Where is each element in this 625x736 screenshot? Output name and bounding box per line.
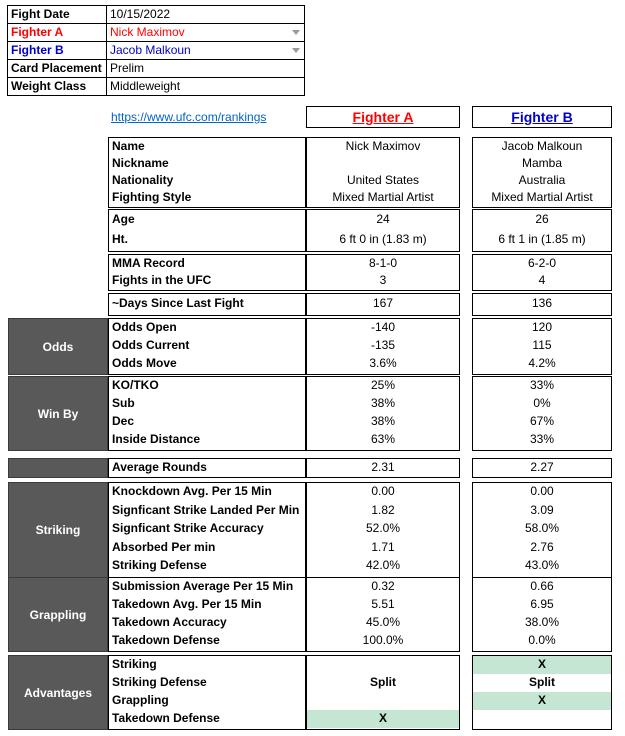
odds-fighter-b-value: 4.2% xyxy=(528,356,556,370)
profile-fighter-b-value: Mamba xyxy=(521,156,562,170)
rounds-label: Average Rounds xyxy=(112,460,207,474)
winby-section-header: Win By xyxy=(8,376,108,451)
striking-fighter-b-value: 2.76 xyxy=(530,539,554,554)
grappling-fighter-a-value: 45.0% xyxy=(365,615,401,629)
profile-fighter-b-value: Jacob Malkoun xyxy=(501,139,583,153)
winby-fighter-a-value: 38% xyxy=(370,414,396,428)
winby-label: Sub xyxy=(112,396,135,410)
profile-fighter-a-value: Mixed Martial Artist xyxy=(332,190,434,204)
profile-fighter-b-value: Mixed Martial Artist xyxy=(491,190,593,204)
rounds-fighter-a-value: 2.31 xyxy=(371,460,395,474)
record-fighter-a-value: 8-1-0 xyxy=(368,256,397,270)
days-label: ~Days Since Last Fight xyxy=(112,296,244,310)
striking-section-header: Striking xyxy=(8,482,108,578)
advantages-label: Grappling xyxy=(112,693,169,707)
winby-label: KO/TKO xyxy=(112,378,159,392)
grappling-fighter-b-value: 6.95 xyxy=(530,597,554,611)
striking-fighter-a-value: 42.0% xyxy=(365,558,401,572)
fighter-b-dropdown-icon[interactable] xyxy=(292,48,300,53)
grappling-section-header: Grappling xyxy=(8,577,108,652)
advantages-fighter-b-value: Split xyxy=(529,675,555,689)
advantages-fighter-b-value: X xyxy=(537,693,546,707)
weight-class-label: Weight Class xyxy=(11,79,87,93)
striking-fighter-a-value: 52.0% xyxy=(365,521,401,535)
striking-fighter-b-value: 58.0% xyxy=(524,521,560,535)
striking-fighter-b-value: 0.00 xyxy=(530,484,554,498)
fight-date-value[interactable]: 10/15/2022 xyxy=(110,7,171,21)
grappling-label: Takedown Accuracy xyxy=(112,615,227,629)
advantages-fighter-a-value: Split xyxy=(370,675,396,689)
grappling-label: Takedown Avg. Per 15 Min xyxy=(112,597,262,611)
physical-fighter-a-value: 24 xyxy=(376,212,390,226)
record-fighter-b-value: 4 xyxy=(538,273,546,287)
fighter-a-header: Fighter A xyxy=(352,109,414,125)
grappling-fighter-b-value: 0.66 xyxy=(530,579,554,593)
striking-fighter-a-value: 1.71 xyxy=(371,539,395,554)
striking-label: Striking Defense xyxy=(112,558,207,572)
fight-info-table xyxy=(7,5,305,96)
winby-fighter-b-value: 67% xyxy=(529,414,555,428)
physical-fighter-b-value: 26 xyxy=(535,212,549,226)
fighter-b-header: Fighter B xyxy=(511,109,573,125)
advantages-fighter-a-value xyxy=(307,656,459,674)
profile-fighter-a-value xyxy=(307,155,459,172)
grappling-label: Submission Average Per 15 Min xyxy=(112,579,294,593)
advantages-fighter-b-value xyxy=(473,710,611,728)
striking-label: Knockdown Avg. Per 15 Min xyxy=(112,484,272,498)
advantages-label: Takedown Defense xyxy=(112,711,220,725)
profile-fighter-a-value: Nick Maximov xyxy=(345,139,421,153)
rounds-fighter-b-value: 2.27 xyxy=(530,460,554,474)
grappling-label: Takedown Defense xyxy=(112,633,220,647)
card-placement-value[interactable]: Prelim xyxy=(110,61,145,75)
striking-fighter-a-value: 1.82 xyxy=(371,502,395,517)
fighter-a-select[interactable]: Nick Maximov xyxy=(110,25,185,39)
odds-fighter-b-value: 120 xyxy=(531,320,553,334)
physical-label: Ht. xyxy=(112,232,128,246)
grappling-fighter-a-value: 0.32 xyxy=(371,579,395,593)
fighter-b-header-box xyxy=(472,106,612,128)
fight-date-label: Fight Date xyxy=(11,7,70,21)
days-fighter-b-value: 136 xyxy=(531,296,553,310)
fighter-b-select[interactable]: Jacob Malkoun xyxy=(110,43,191,57)
advantages-fighter-a-value xyxy=(307,692,459,710)
grappling-fighter-b-value: 38.0% xyxy=(524,615,560,629)
winby-fighter-b-value: 33% xyxy=(529,378,555,392)
days-fighter-a-value: 167 xyxy=(372,296,394,310)
fighter-b-label: Fighter B xyxy=(11,43,64,57)
striking-label: Signficant Strike Accuracy xyxy=(112,521,264,535)
advantages-label: Striking xyxy=(112,657,157,671)
physical-label: Age xyxy=(112,212,135,226)
fighter-a-dropdown-icon[interactable] xyxy=(292,30,300,35)
weight-class-value[interactable]: Middleweight xyxy=(110,79,181,93)
record-label: MMA Record xyxy=(112,256,185,270)
winby-fighter-a-value: 38% xyxy=(370,396,396,410)
fight-info-divider xyxy=(106,6,107,95)
winby-fighter-a-value: 63% xyxy=(370,432,396,446)
odds-label: Odds Move xyxy=(112,356,177,370)
striking-fighter-b-value: 43.0% xyxy=(524,558,560,572)
physical-fighter-b-value: 6 ft 1 in (1.85 m) xyxy=(498,232,586,246)
advantages-section-header: Advantages xyxy=(8,655,108,730)
advantages-fighter-b-value: X xyxy=(537,657,546,671)
winby-fighter-b-value: 0% xyxy=(533,396,551,410)
grappling-fighter-a-value: 100.0% xyxy=(362,633,404,647)
odds-fighter-b-value: 115 xyxy=(532,338,552,352)
striking-label: Signficant Strike Landed Per Min xyxy=(112,502,300,517)
winby-label: Inside Distance xyxy=(112,432,201,446)
winby-fighter-a-value: 25% xyxy=(370,378,396,392)
profile-fighter-b-value: Australia xyxy=(518,173,566,187)
striking-fighter-b-value: 3.09 xyxy=(530,502,554,517)
odds-fighter-a-value: -135 xyxy=(370,338,396,352)
rankings-link[interactable]: https://www.ufc.com/rankings xyxy=(111,110,267,124)
striking-fighter-a-value: 0.00 xyxy=(371,484,395,498)
striking-label: Absorbed Per min xyxy=(112,539,216,554)
grappling-fighter-a-value: 5.51 xyxy=(371,597,395,611)
card-placement-label: Card Placement xyxy=(11,61,102,75)
rounds-section-header xyxy=(8,458,108,478)
profile-label: Name xyxy=(112,139,145,153)
winby-fighter-b-value: 33% xyxy=(529,432,555,446)
profile-label: Fighting Style xyxy=(112,190,192,204)
physical-fighter-a-value: 6 ft 0 in (1.83 m) xyxy=(339,232,427,246)
record-fighter-a-value: 3 xyxy=(379,273,387,287)
grappling-fighter-b-value: 0.0% xyxy=(528,633,556,647)
odds-section-header: Odds xyxy=(8,318,108,375)
profile-fighter-a-value: United States xyxy=(346,173,420,187)
odds-label: Odds Current xyxy=(112,338,190,352)
record-fighter-b-value: 6-2-0 xyxy=(527,256,556,270)
advantages-label: Striking Defense xyxy=(112,675,207,689)
profile-label: Nationality xyxy=(112,173,174,187)
odds-fighter-a-value: 3.6% xyxy=(369,356,397,370)
fighter-a-header-box xyxy=(306,106,460,128)
profile-label: Nickname xyxy=(112,156,169,170)
record-label: Fights in the UFC xyxy=(112,273,212,287)
fighter-a-label: Fighter A xyxy=(11,25,64,39)
advantages-fighter-a-value: X xyxy=(378,711,387,725)
odds-label: Odds Open xyxy=(112,320,177,334)
odds-fighter-a-value: -140 xyxy=(370,320,396,334)
winby-label: Dec xyxy=(112,414,135,428)
